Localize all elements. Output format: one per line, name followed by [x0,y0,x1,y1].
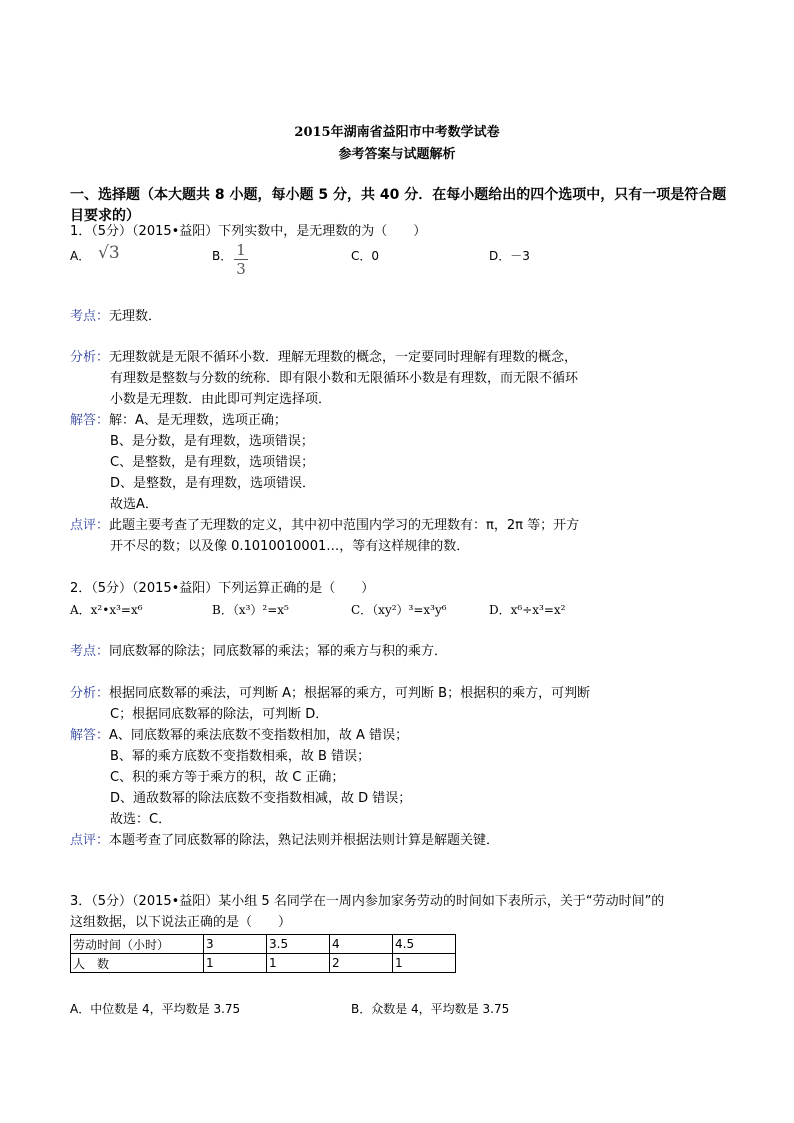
q1-dianping-line-1 [70,516,579,536]
q2-kaodian [70,642,447,662]
fraction-denominator: 3 [236,260,246,278]
q2-option-d: D．x⁶÷x³=x² [489,603,566,617]
q2-option-a: A．x²•x³=x⁶ [70,603,143,617]
table-cell: 劳动时间（小时） [71,935,204,954]
q3-data-table [70,934,456,973]
q2-jieda-line-2: B、幂的乘方底数不变指数相乘，故 B 错误； [110,749,371,764]
q1-fenxi-line-1 [70,348,577,368]
kaodian-text: 无理数． [109,309,162,324]
dianping-text: 此题主要考查了无理数的定义，其中初中范围内学习的无理数有：π，2π 等；开方 [109,518,580,533]
fenxi-text: 根据同底数幂的乘法，可判断 A；根据幂的乘方，可判断 B；根据积的乘方，可判断 [109,686,591,701]
page-title: 2015年湖南省益阳市中考数学试卷 [294,125,500,140]
q3-option-b: B．众数是 4，平均数是 3.75 [351,1002,510,1016]
kaodian-tag: 考点： [70,644,110,659]
section-heading: 一、选择题（本大题共 8 小题，每小题 5 分，共 40 分．在每小题给出的四个选项中，只有一项是符合题 [70,187,727,203]
q2-jieda-line-3: C、积的乘方等于乘方的积，故 C 正确； [110,770,345,785]
fenxi-tag: 分析： [70,686,110,701]
table-row [71,935,456,954]
table-cell: 1 [204,954,267,973]
q1-option-b-fraction [232,242,250,277]
q1-option-d: D．－3 [489,249,530,263]
kaodian-text: 同底数幂的除法；同底数幂的乘法；幂的乘方与积的乘方． [109,644,448,659]
jieda-text: A、同底数幂的乘法底数不变指数相加，故 A 错误； [109,728,409,743]
dianping-tag: 点评： [70,833,110,848]
dianping-tag: 点评： [70,518,110,533]
table-cell: 3.5 [267,935,330,954]
q2-jieda-line-5: 故选：C． [110,812,172,827]
jieda-tag: 解答： [70,413,110,428]
q1-option-b-label: B． [212,249,233,263]
table-cell: 3 [204,935,267,954]
fenxi-tag: 分析： [70,350,110,365]
q1-jieda-line-1 [70,411,287,431]
q1-option-a-label: A． [70,249,91,263]
q1-dianping-line-2: 开不尽的数；以及像 0.1010010001…，等有这样规律的数． [110,539,470,554]
q1-fenxi-line-3: 小数是无理数．由此即可判定选择项． [110,392,332,407]
q2-fenxi-line-1 [70,684,590,704]
q2-option-b: B．（x³）²=x⁵ [212,603,289,617]
q1-stem: 1．（5分）（2015•益阳）下列实数中，是无理数的为（ ） [70,224,427,239]
table-cell: 1 [393,954,456,973]
q3-stem-line-1: 3．（5分）（2015•益阳）某小组 5 名同学在一周内参加家务劳动的时间如下表所示，关于“劳动时间”的 [70,894,665,909]
q2-jieda-line-4: D、通敌数幂的除法底数不变指数相减，故 D 错误； [110,791,412,806]
table-cell: 人 数 [71,954,204,973]
q2-jieda-line-1 [70,726,408,746]
table-row [71,954,456,973]
q1-kaodian [70,307,161,327]
dianping-text: 本题考查了同底数幂的除法，熟记法则并根据法则计算是解题关键． [109,833,500,848]
q1-jieda-line-4: D、是整数，是有理数，选项错误． [110,476,316,491]
q2-option-c: C．（xy²）³=x³y⁶ [351,603,447,617]
section-heading-cont: 目要求的） [70,208,140,224]
page-subtitle: 参考答案与试题解析 [338,147,456,162]
q3-stem-line-2: 这组数据，以下说法正确的是（ ） [70,915,292,930]
table-cell: 4 [330,935,393,954]
q1-jieda-line-5: 故选A． [110,497,158,512]
q1-option-c: C．0 [351,249,380,263]
q1-option-a-value: √3 [98,243,120,263]
q1-jieda-line-3: C、是整数，是有理数，选项错误； [110,455,315,470]
fenxi-text: 无理数就是无限不循环小数．理解无理数的概念，一定要同时理解有理数的概念， [109,350,578,365]
table-cell: 2 [330,954,393,973]
table-cell: 4.5 [393,935,456,954]
kaodian-tag: 考点： [70,309,110,324]
q2-dianping [70,831,499,851]
jieda-tag: 解答： [70,728,110,743]
fraction-numerator: 1 [236,241,246,259]
q3-option-a: A．中位数是 4，平均数是 3.75 [70,1002,241,1016]
q1-jieda-line-2: B、是分数，是有理数，选项错误； [110,434,314,449]
q2-stem: 2．（5分）（2015•益阳）下列运算正确的是（ ） [70,581,375,596]
q1-fenxi-line-2: 有理数是整数与分数的统称．即有限小数和无限循环小数是有理数，而无限不循环 [110,371,579,386]
q2-fenxi-line-2: C；根据同底数幂的除法，可判断 D． [110,707,329,722]
table-cell: 1 [267,954,330,973]
jieda-text: 解：A、是无理数，选项正确； [109,413,287,428]
